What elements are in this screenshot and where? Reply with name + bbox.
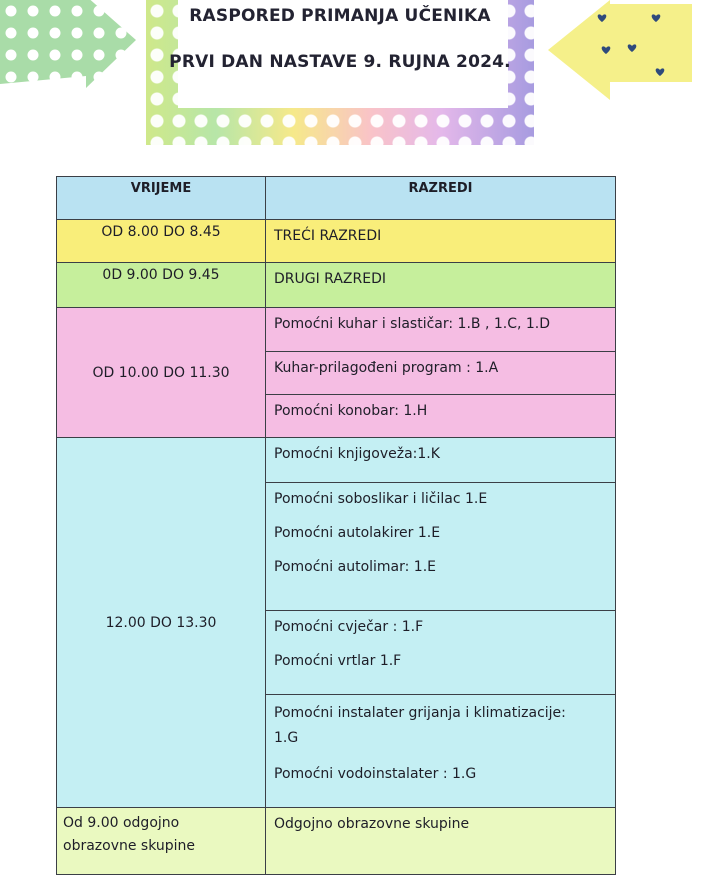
table-row [57, 219, 615, 262]
table-header-row [57, 177, 615, 219]
class-entry: TREĆI RAZREDI [274, 228, 382, 244]
class-entry: Pomoćni autolakirer 1.E [274, 525, 441, 541]
class-subcell [266, 694, 615, 807]
classes-cell [266, 808, 615, 874]
classes-cell [266, 308, 615, 437]
class-subcell [266, 438, 615, 482]
class-entry: DRUGI RAZREDI [274, 271, 386, 287]
table-row [57, 437, 615, 807]
table-row [57, 262, 615, 307]
class-entry: Pomoćni autolimar: 1.E [274, 559, 437, 575]
class-entry: Odgojno obrazovne skupine [274, 816, 470, 832]
class-subcell [266, 394, 615, 437]
header-time: VRIJEME [57, 177, 266, 219]
class-entry: 1.G [274, 730, 299, 746]
class-entry: Pomoćni cvječar : 1.F [274, 619, 424, 635]
page-subtitle: PRVI DAN NASTAVE 9. RUJNA 2024. [169, 52, 511, 72]
classes-cell [266, 220, 615, 262]
page-title: RASPORED PRIMANJA UČENIKA [189, 6, 491, 26]
time-cell [57, 808, 266, 874]
class-entry: Pomoćni soboslikar i ličilac 1.E [274, 491, 488, 507]
class-subcell [266, 610, 615, 694]
time-line: Od 9.00 odgojno [63, 815, 180, 831]
title-frame [146, 0, 534, 145]
table-row [57, 307, 615, 437]
class-entry: Pomoćni konobar: 1.H [274, 403, 428, 419]
classes-cell [266, 263, 615, 307]
time-cell: 0D 9.00 DO 9.45 [57, 263, 266, 307]
schedule-table [56, 176, 616, 875]
time-cell: OD 10.00 DO 11.30 [57, 308, 266, 437]
classes-cell [266, 438, 615, 807]
green-polka-dot-arrow-decoration [0, 0, 138, 92]
class-entry: Pomoćni vodoinstalater : 1.G [274, 766, 477, 782]
time-cell: 12.00 DO 13.30 [57, 438, 266, 807]
class-subcell [266, 308, 615, 351]
class-entry: Pomoćni knjigoveža:1.K [274, 446, 440, 462]
class-subcell [266, 482, 615, 610]
class-entry: Pomoćni kuhar i slastičar: 1.B , 1.C, 1.D [274, 316, 551, 332]
class-entry: Pomoćni instalater grijanja i klimatizacije: [274, 705, 566, 721]
table-row [57, 807, 615, 874]
time-cell: OD 8.00 DO 8.45 [57, 220, 266, 262]
header-classes: RAZREDI [266, 177, 615, 219]
yellow-heart-arrow-decoration [548, 0, 692, 100]
time-line: obrazovne skupine [63, 838, 196, 854]
class-subcell [266, 351, 615, 394]
class-entry: Pomoćni vrtlar 1.F [274, 653, 402, 669]
class-entry: Kuhar-prilagođeni program : 1.A [274, 360, 499, 376]
